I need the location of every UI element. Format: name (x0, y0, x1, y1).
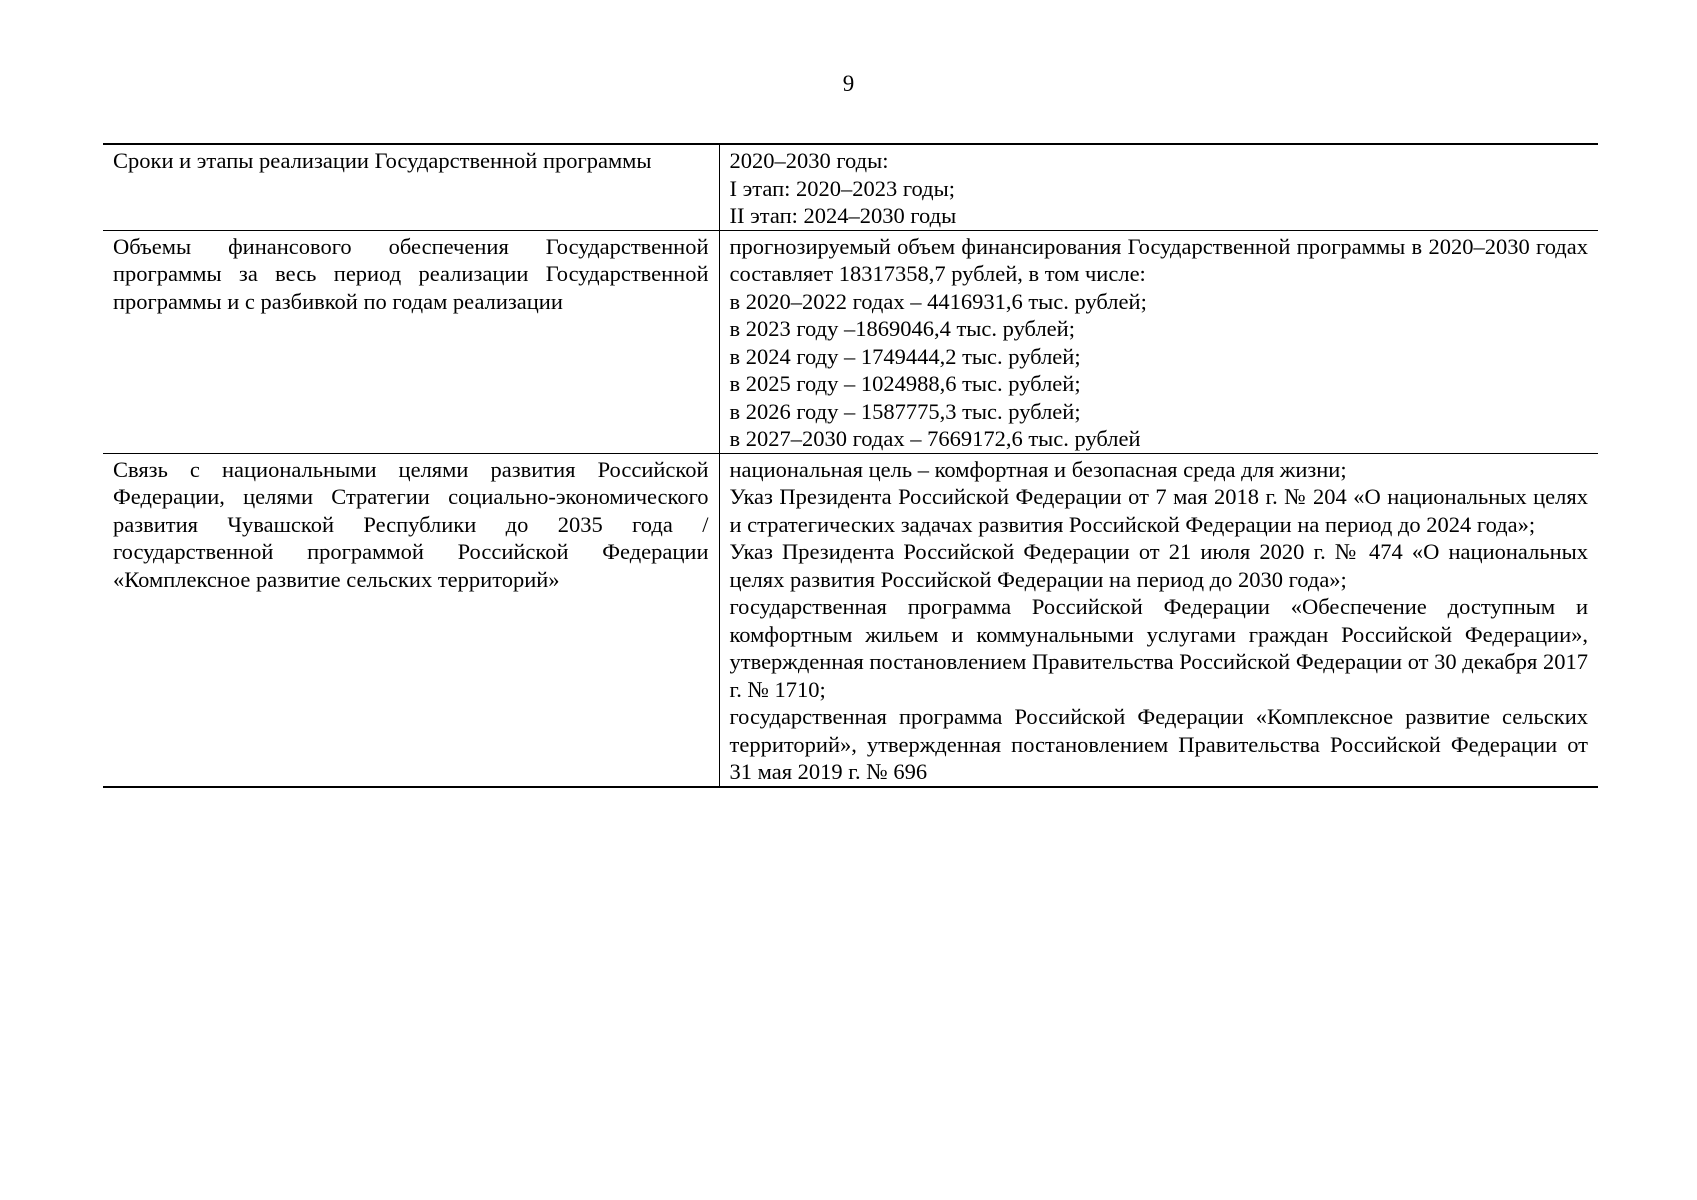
row-label-national-goals: Связь с национальными целями развития Российской Федерации, целями Стратегии социально-экономического развития Чувашской Республики до 2035 года / государственной программой Российской Федерации «Комплексное развитие сельских территорий» (103, 453, 719, 787)
value-line: в 2023 году –1869046,4 тыс. рублей; (729, 316, 1075, 341)
table-row-funding (103, 230, 1598, 453)
value-line: прогнозируемый объем финансирования Государственной программы в 2020–2030 годах составляет 18317358,7 рублей, в том числе: (729, 233, 1588, 286)
row-label-timeline: Сроки и этапы реализации Государственной программы (103, 144, 719, 230)
value-line: I этап: 2020–2023 годы; (729, 175, 955, 201)
value-line: в 2020–2022 годах – 4416931,6 тыс. рублей; (729, 288, 1147, 314)
value-line: в 2025 году – 1024988,6 тыс. рублей; (729, 371, 1081, 396)
table-row-national-goals (103, 453, 1598, 787)
row-value-timeline (719, 144, 1598, 230)
program-passport-table (103, 143, 1598, 788)
table-row-timeline (103, 144, 1598, 230)
value-line: в 2024 году – 1749444,2 тыс. рублей; (729, 343, 1081, 369)
value-line: II этап: 2024–2030 годы (729, 203, 957, 228)
value-line: Указ Президента Российской Федерации от 21 июля 2020 г. № 474 «О национальных целях развития Российской Федерации на период до 2030 года»; (729, 539, 1588, 592)
value-line: 2020–2030 годы: (729, 148, 889, 173)
value-line: государственная программа Российской Федерации «Комплексное развитие сельских территорий», утвержденная постановлением Правительства Российской Федерации от 31 мая 2019 г. № 696 (729, 704, 1588, 784)
value-line: государственная программа Российской Федерации «Обеспечение доступным и комфортным жильем и коммунальными услугами граждан Российской Федерации», утвержденная постановлением Правительства Российской Федерации от 30 декабря 2017 г. № 1710; (729, 594, 1588, 702)
value-line: Указ Президента Российской Федерации от 7 мая 2018 г. № 204 «О национальных целях и стратегических задачах развития Российской Федерации на период до 2024 года»; (729, 484, 1588, 537)
row-label-funding: Объемы финансового обеспечения Государственной программы за весь период реализации Государственной программы и с разбивкой по годам реализации (103, 230, 719, 453)
value-line: в 2027–2030 годах – 7669172,6 тыс. рублей (729, 426, 1141, 451)
value-line: в 2026 году – 1587775,3 тыс. рублей; (729, 398, 1081, 424)
row-value-funding (719, 230, 1598, 453)
page-number: 9 (842, 71, 855, 96)
row-value-national-goals (719, 453, 1598, 787)
value-line: национальная цель – комфортная и безопасная среда для жизни; (729, 456, 1347, 482)
